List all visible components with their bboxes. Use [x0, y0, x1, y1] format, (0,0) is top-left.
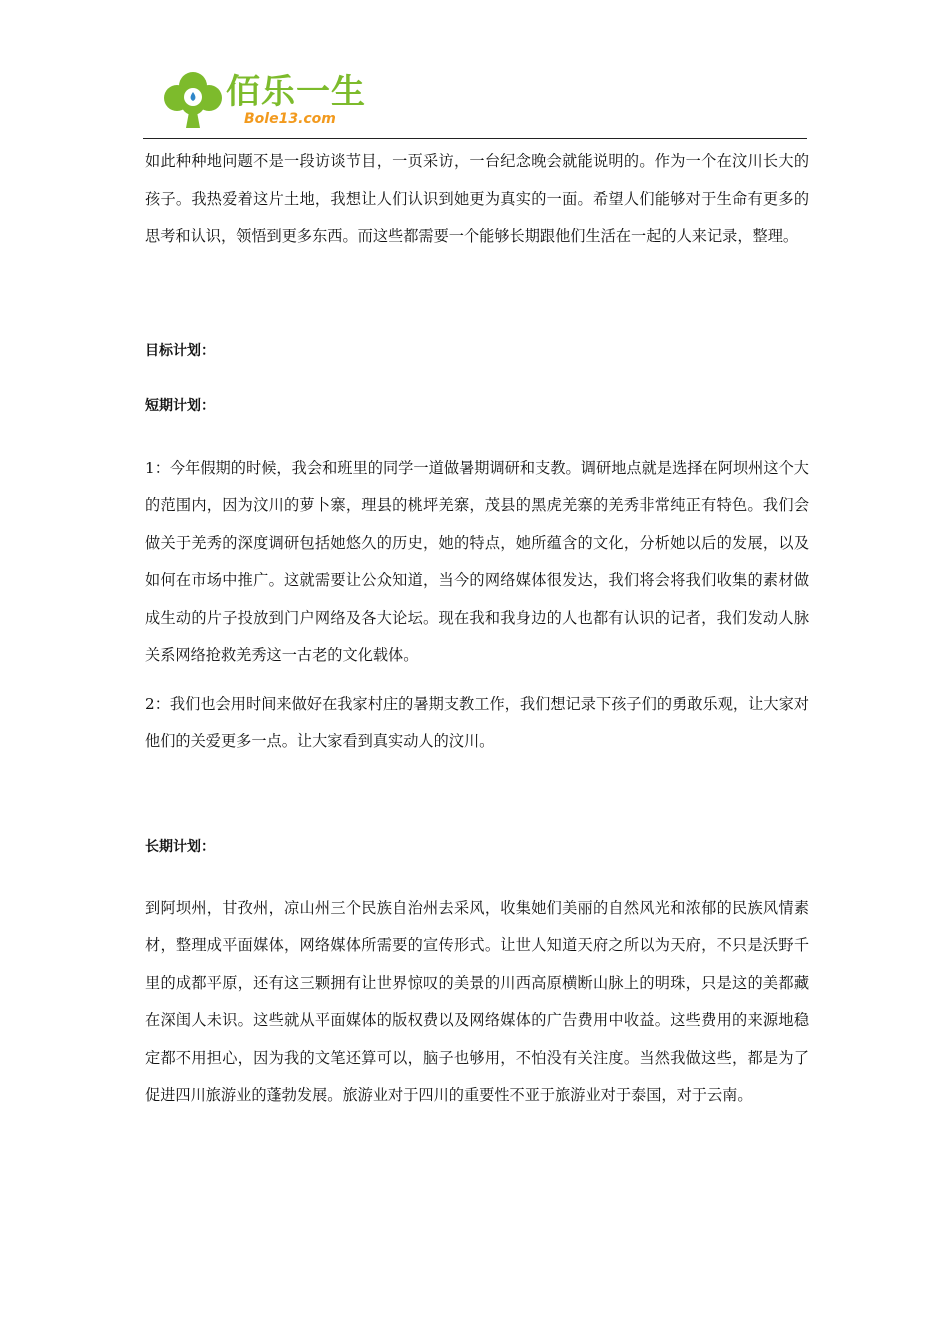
- intro-paragraph: 如此种种地问题不是一段访谈节目，一页采访，一台纪念晚会就能说明的。作为一个在汶川长大的孩子。我热爱着这片土地，我想让人们认识到她更为真实的一面。希望人们能够对于生命有更多的思考和认识，领悟到更多东西。而这些都需要一个能够长期跟他们生活在一起的人来记录，整理。: [145, 152, 809, 245]
- long-term-heading: 长期计划：: [145, 838, 215, 855]
- tree-logo-icon: [160, 66, 226, 132]
- short-term-item-2: 2：我们也会用时间来做好在我家村庄的暑期支教工作，我们想记录下孩子们的勇敢乐观，让大家对他们的关爱更多一点。让大家看到真实动人的汶川。: [145, 694, 809, 750]
- logo-subtitle: Bole13.com: [244, 111, 336, 127]
- short-term-heading: 短期计划：: [145, 397, 215, 414]
- brand-logo: [160, 66, 366, 136]
- short-term-item-1: 1：今年假期的时候，我会和班里的同学一道做暑期调研和支教。调研地点就是选择在阿坝州这个大的范围内，因为汶川的萝卜寨，理县的桃坪羌寨，茂县的黑虎羌寨的羌秀非常纯正有特色。我们会做关于羌秀的深度调研包括她悠久的历史，她的特点，她所蕴含的文化，分析她以后的发展，以及如何在市场中推广。这就需要让公众知道，当今的网络媒体很发达，我们将会将我们收集的素材做成生动的片子投放到门户网络及各大论坛。现在我和我身边的人也都有认识的记者，我们发动人脉关系网络抢救羌秀这一古老的文化载体。: [145, 458, 809, 664]
- long-term-paragraph: 到阿坝州，甘孜州，凉山州三个民族自治州去采风，收集她们美丽的自然风光和浓郁的民族风情素材，整理成平面媒体，网络媒体所需要的宣传形式。让世人知道天府之所以为天府，不只是沃野千里的成都平原，还有这三颗拥有让世界惊叹的美景的川西高原横断山脉上的明珠，只是这的美都藏在深闺人未识。这些就从平面媒体的版权费以及网络媒体的广告费用中收益。这些费用的来源地稳定都不用担心，因为我的文笔还算可以，脑子也够用，不怕没有关注度。当然我做这些，都是为了促进四川旅游业的蓬勃发展。旅游业对于四川的重要性不亚于旅游业对于泰国，对于云南。: [145, 898, 809, 1104]
- logo-title: 佰乐一生: [226, 72, 366, 112]
- document-body: [145, 143, 809, 1115]
- goal-plan-heading: 目标计划：: [145, 342, 215, 359]
- header-divider: [143, 138, 807, 139]
